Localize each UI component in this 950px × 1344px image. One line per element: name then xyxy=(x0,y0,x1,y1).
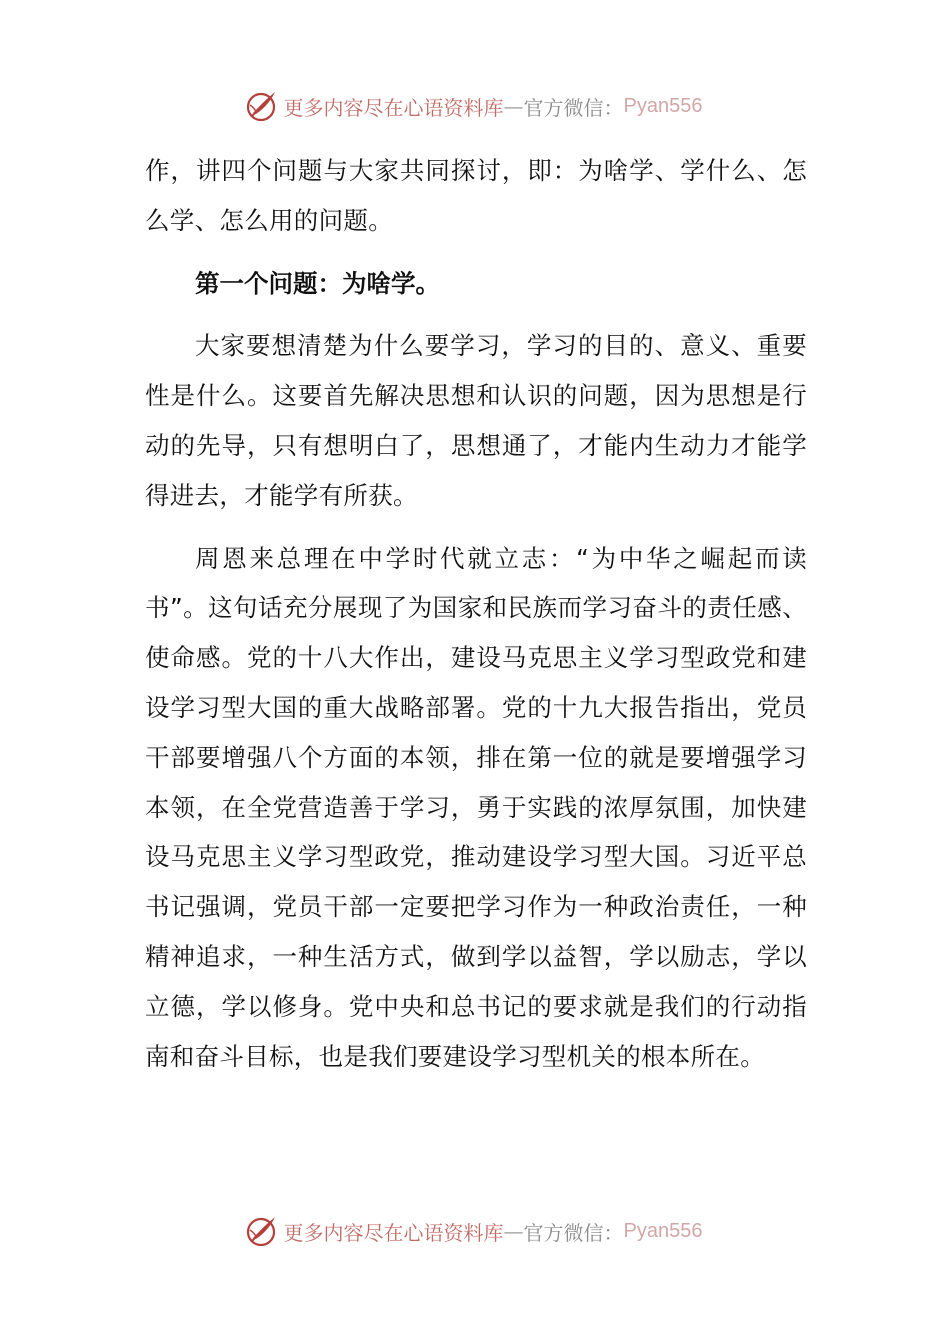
header-watermark xyxy=(0,84,950,128)
quill-logo-icon xyxy=(244,88,280,124)
watermark-separator: — xyxy=(503,94,524,118)
watermark-label: 官方微信： xyxy=(523,1220,624,1245)
watermark-separator: — xyxy=(503,1219,524,1243)
watermark-group xyxy=(244,1213,703,1249)
quill-logo-icon xyxy=(244,1213,280,1249)
paragraph-2: 周恩来总理在中学时代就立志：“为中华之崛起而读书”。这句话充分展现了为国家和民族而学习奋斗的责任感、使命感。党的十八大作出，建设马克思主义学习型政党和建设学习型大国的重大战略部署。党的十九大报告指出，党员干部要增强八个方面的本领，排在第一位的就是要增强学习本领，在全党营造善于学习，勇于实践的浓厚氛围，加快建设马克思主义学习型政党，推动建设学习型大国。习近平总书记强调，党员干部一定要把学习作为一种政治责任，一种精神追求，一种生活方式，做到学以益智，学以励志，学以立德，学以修身。党中央和总书记的要求就是我们的行动指南和奋斗目标，也是我们要建设学习型机关的根本所在。 xyxy=(145,543,807,1071)
watermark-brand: 更多内容尽在心语资料库 xyxy=(283,1220,504,1245)
intro-continuation-paragraph: 作，讲四个问题与大家共同探讨，即：为啥学、学什么、怎么学、怎么用的问题。 xyxy=(145,156,807,235)
watermark-brand: 更多内容尽在心语资料库 xyxy=(283,95,504,120)
section-heading: 第一个问题：为啥学。 xyxy=(195,268,440,298)
watermark-label: 官方微信： xyxy=(523,95,624,120)
watermark-wechat-id: Pyan556 xyxy=(623,1219,703,1242)
footer-watermark xyxy=(0,1209,950,1253)
paragraph-1: 大家要想清楚为什么要学习，学习的目的、意义、重要性是什么。这要首先解决思想和认识的问题，因为思想是行动的先导，只有想明白了，思想通了，才能内生动力才能学得进去，才能学有所获。 xyxy=(145,331,807,510)
document-body xyxy=(145,146,807,1081)
watermark-group xyxy=(244,88,703,124)
watermark-wechat-id: Pyan556 xyxy=(623,94,703,117)
